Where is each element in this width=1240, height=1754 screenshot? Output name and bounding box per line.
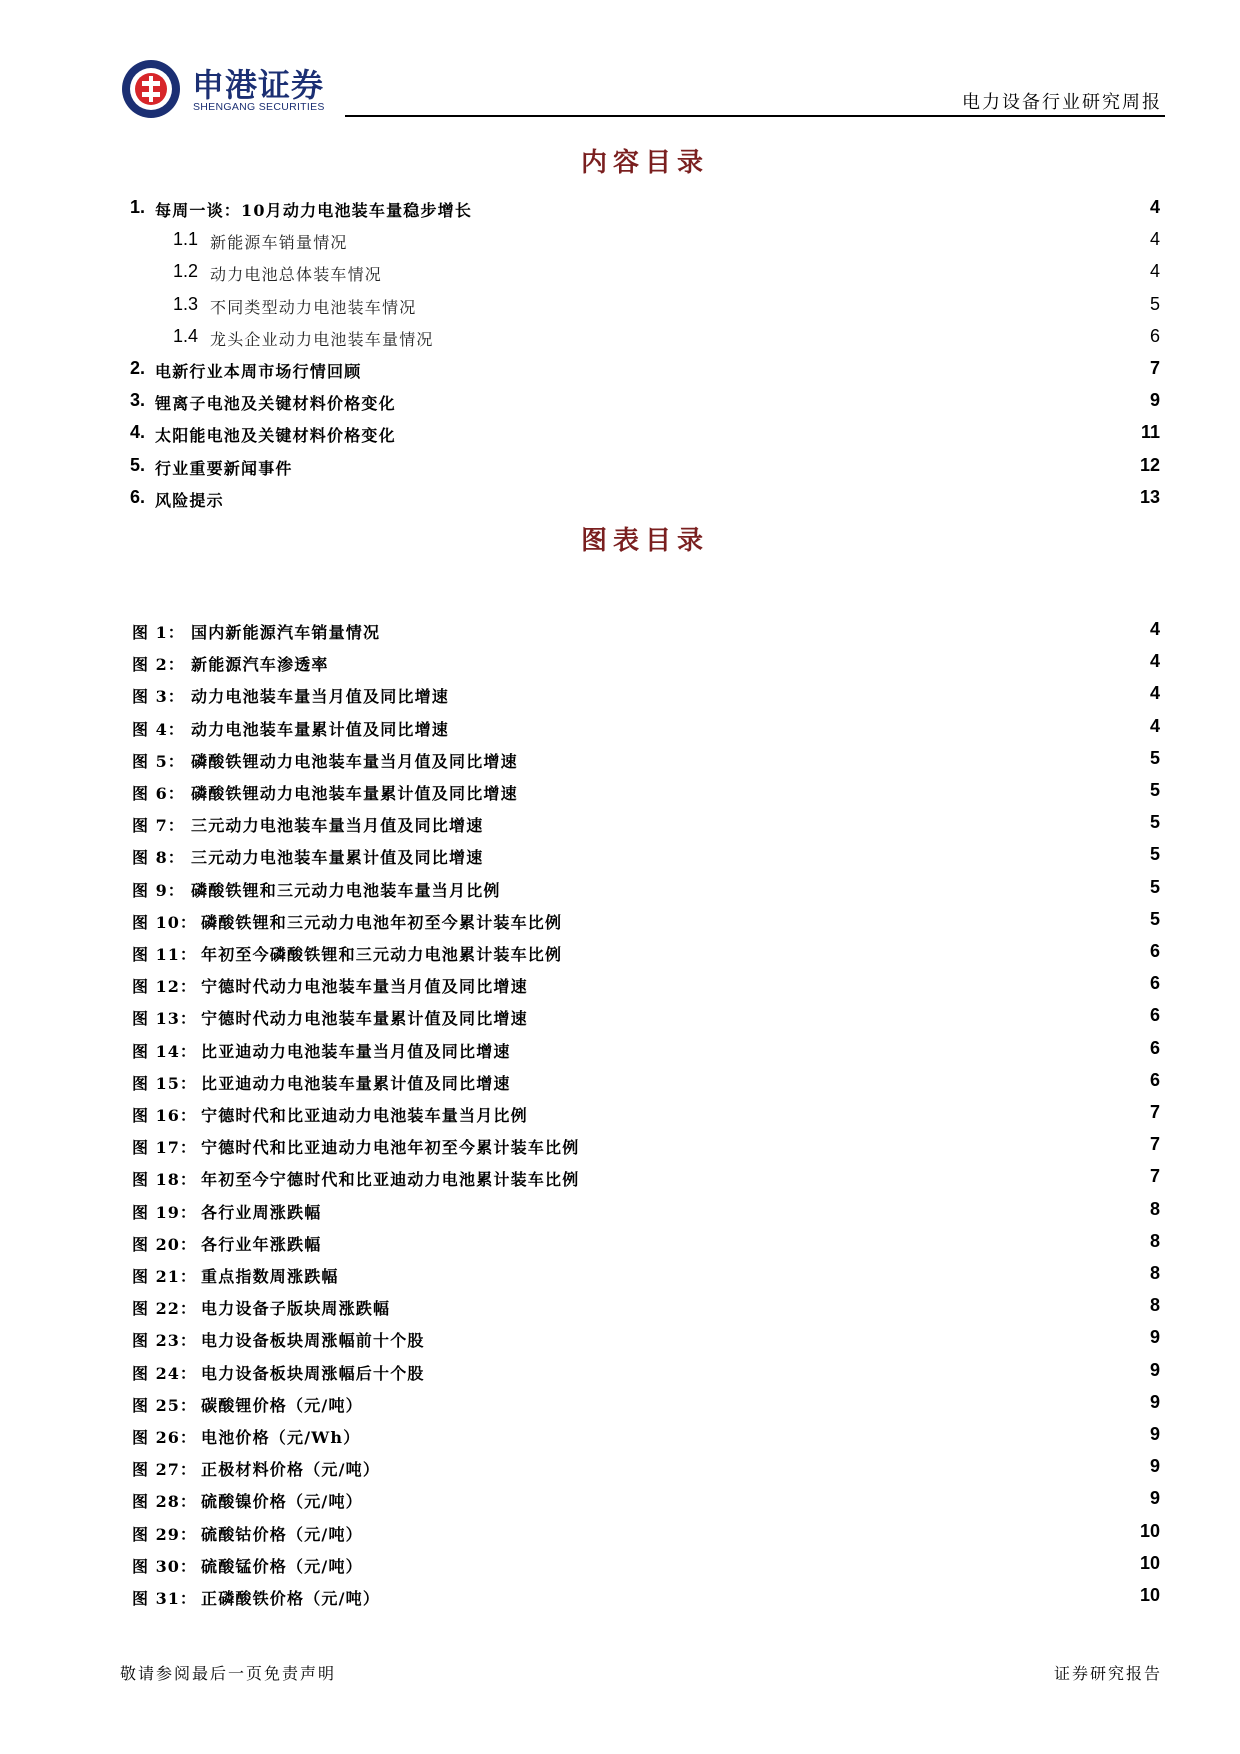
figure-number: 图 23： [132, 1331, 197, 1351]
figure-label: 硫酸锰价格（元/吨） [201, 1556, 363, 1576]
figure-number: 图 5： [132, 751, 185, 771]
figure-label: 电力设备子版块周涨跌幅 [201, 1299, 391, 1319]
figure-number: 图 15： [132, 1073, 197, 1093]
figure-page-number: 6 [1149, 1037, 1160, 1058]
toc-page-number: 7 [1149, 358, 1160, 378]
figure-label: 动力电池装车量累计值及同比增速 [191, 719, 450, 739]
figure-page-number: 10 [1139, 1585, 1160, 1605]
figure-label: 比亚迪动力电池装车量当月值及同比增速 [201, 1041, 511, 1061]
figure-page-number: 6 [1149, 1069, 1160, 1090]
figure-row[interactable] [0, 744, 1240, 774]
toc-row[interactable] [0, 483, 1240, 513]
toc-label: 行业重要新闻事件 [155, 458, 293, 478]
figure-label: 电力设备板块周涨幅前十个股 [201, 1331, 425, 1351]
figure-label: 各行业周涨跌幅 [201, 1202, 322, 1222]
figure-row[interactable] [0, 1291, 1240, 1321]
figure-number: 图 8： [132, 848, 185, 868]
figure-label: 重点指数周涨跌幅 [201, 1267, 339, 1286]
figure-page-number: 5 [1149, 876, 1160, 897]
figure-row[interactable] [0, 1388, 1240, 1418]
toc-row[interactable] [0, 290, 1240, 320]
figure-number: 图 12： [132, 977, 197, 997]
figure-row[interactable] [0, 1420, 1240, 1450]
figure-number: 图 6： [132, 784, 185, 803]
toc-row[interactable] [0, 354, 1240, 384]
toc-number: 1. [130, 197, 146, 217]
toc-page-number: 12 [1139, 454, 1160, 475]
toc-row[interactable] [0, 418, 1240, 448]
figure-row[interactable] [0, 905, 1240, 935]
figure-number: 图 3： [132, 687, 185, 707]
figure-label: 电力设备板块周涨幅后十个股 [201, 1363, 425, 1383]
figure-number: 图 14： [132, 1041, 197, 1061]
figure-row[interactable] [0, 1130, 1240, 1160]
figure-label: 硫酸钴价格（元/吨） [201, 1524, 363, 1544]
figure-page-number: 4 [1149, 715, 1160, 736]
figure-label: 比亚迪动力电池装车量累计值及同比增速 [201, 1073, 511, 1093]
figure-label: 年初至今磷酸铁锂和三元动力电池累计装车比例 [201, 945, 563, 964]
toc-row[interactable] [0, 225, 1240, 255]
figure-page-number: 8 [1149, 1263, 1160, 1283]
report-type: 电力设备行业研究周报 [962, 92, 1162, 113]
figure-number: 图 16： [132, 1106, 197, 1125]
figure-page-number: 8 [1149, 1198, 1160, 1219]
toc-label: 太阳能电池及关键材料价格变化 [155, 426, 396, 446]
toc-row[interactable] [0, 257, 1240, 287]
toc-page-number: 11 [1140, 422, 1160, 443]
figure-row[interactable] [0, 840, 1240, 870]
figure-page-number: 7 [1149, 1166, 1160, 1187]
figure-label: 磷酸铁锂动力电池装车量当月值及同比增速 [191, 751, 518, 771]
figure-number: 图 29： [132, 1524, 197, 1544]
figure-row[interactable] [0, 1259, 1240, 1289]
figure-row[interactable] [0, 1195, 1240, 1225]
figure-page-number: 9 [1149, 1391, 1160, 1412]
toc-page-number: 13 [1139, 486, 1160, 507]
figure-label: 硫酸镍价格（元/吨） [201, 1492, 363, 1512]
figure-number: 图 28： [132, 1492, 197, 1512]
figure-row[interactable] [0, 1581, 1240, 1611]
figure-label: 宁德时代动力电池装车量当月值及同比增速 [201, 977, 528, 997]
figure-page-number: 5 [1149, 780, 1160, 800]
figure-page-number: 9 [1149, 1327, 1160, 1348]
figure-page-number: 9 [1149, 1456, 1160, 1477]
toc-number: 2. [130, 358, 146, 378]
figure-number: 图 2： [132, 655, 185, 675]
figure-number: 图 20： [132, 1234, 197, 1254]
brand-subtitle: SHENGANG SECURITIES [193, 101, 325, 113]
figure-page-number: 10 [1139, 1552, 1160, 1573]
figure-number: 图 7： [132, 816, 185, 836]
figure-page-number: 4 [1149, 619, 1160, 639]
toc-row[interactable] [0, 451, 1240, 481]
figure-label: 新能源汽车渗透率 [191, 655, 329, 675]
figure-page-number: 6 [1149, 941, 1160, 961]
toc-page-number: 9 [1149, 390, 1160, 411]
figure-label: 动力电池装车量当月值及同比增速 [191, 687, 450, 707]
figure-number: 图 13： [132, 1009, 197, 1029]
toc-number: 6. [130, 486, 146, 507]
brand-name: 申港证券 [192, 66, 325, 104]
toc-label: 风险提示 [155, 490, 224, 510]
figure-row[interactable] [0, 1452, 1240, 1482]
toc-page-number: 4 [1149, 229, 1160, 250]
toc-number: 4. [130, 422, 146, 443]
toc-number: 1.1 [173, 229, 199, 250]
figure-page-number: 5 [1149, 812, 1160, 833]
figure-number: 图 22： [132, 1299, 197, 1319]
toc-row[interactable] [0, 386, 1240, 416]
figure-label: 磷酸铁锂动力电池装车量累计值及同比增速 [191, 784, 518, 803]
figure-row[interactable] [0, 1517, 1240, 1547]
toc-page-number: 4 [1149, 197, 1160, 217]
toc-label: 不同类型动力电池装车情况 [210, 297, 417, 317]
figure-page-number: 7 [1149, 1102, 1160, 1122]
toc-row[interactable] [0, 193, 1240, 223]
toc-number: 1.3 [173, 293, 199, 314]
page-header [0, 0, 1240, 120]
toc-label: 锂离子电池及关键材料价格变化 [155, 394, 396, 414]
figure-number: 图 19： [132, 1202, 197, 1222]
figure-row[interactable] [0, 1098, 1240, 1128]
figure-row[interactable] [0, 1034, 1240, 1064]
figure-number: 图 17： [132, 1138, 197, 1158]
figure-label: 三元动力电池装车量当月值及同比增速 [191, 816, 484, 836]
toc-number: 1.2 [173, 261, 199, 282]
figure-row[interactable] [0, 679, 1240, 709]
shengang-logo-icon [120, 58, 182, 120]
toc-number: 3. [130, 390, 146, 411]
figure-number: 图 26： [132, 1428, 197, 1447]
figure-page-number: 8 [1149, 1230, 1160, 1251]
toc-number: 1.4 [173, 325, 199, 346]
figure-label: 电池价格（元/Wh） [201, 1428, 361, 1447]
figure-label: 正磷酸铁价格（元/吨） [201, 1589, 381, 1608]
toc-label: 电新行业本周市场行情回顾 [155, 362, 362, 381]
figure-row[interactable] [0, 1323, 1240, 1353]
figure-number: 图 24： [132, 1363, 197, 1383]
figure-number: 图 11： [132, 945, 197, 964]
figure-label: 年初至今宁德时代和比亚迪动力电池累计装车比例 [201, 1170, 580, 1190]
figure-page-number: 8 [1149, 1295, 1160, 1316]
figure-row[interactable] [0, 615, 1240, 645]
toc-page-number: 4 [1149, 261, 1160, 282]
figure-row[interactable] [0, 1227, 1240, 1257]
figure-page-number: 7 [1149, 1134, 1160, 1155]
figure-page-number: 6 [1149, 1005, 1160, 1026]
toc-number: 5. [130, 454, 146, 475]
toc-label: 龙头企业动力电池装车量情况 [210, 329, 434, 349]
figure-label: 三元动力电池装车量累计值及同比增速 [191, 848, 484, 868]
figure-row[interactable] [0, 1356, 1240, 1386]
figure-label: 各行业年涨跌幅 [201, 1234, 322, 1254]
figure-row[interactable] [0, 1549, 1240, 1579]
figure-row[interactable] [0, 712, 1240, 742]
figure-row[interactable] [0, 1484, 1240, 1514]
figure-page-number: 5 [1149, 747, 1160, 768]
toc-title: 内容目录 [580, 148, 709, 178]
figure-number: 图 10： [132, 912, 197, 932]
figure-label: 正极材料价格（元/吨） [201, 1460, 381, 1480]
figure-label: 磷酸铁锂和三元动力电池年初至今累计装车比例 [201, 912, 563, 932]
footer-disclaimer: 敬请参阅最后一页免责声明 [120, 1664, 337, 1683]
figure-row[interactable] [0, 1066, 1240, 1096]
figure-page-number: 9 [1149, 1359, 1160, 1380]
figure-page-number: 5 [1149, 908, 1160, 929]
toc-page-number: 6 [1149, 325, 1160, 346]
figure-row[interactable] [0, 873, 1240, 903]
figure-number: 图 18： [132, 1170, 197, 1190]
figure-label: 磷酸铁锂和三元动力电池装车量当月比例 [191, 880, 501, 900]
figure-row[interactable] [0, 1001, 1240, 1031]
figure-number: 图 30： [132, 1556, 197, 1576]
figure-label: 宁德时代动力电池装车量累计值及同比增速 [201, 1009, 528, 1029]
figure-number: 图 21： [132, 1267, 197, 1286]
toc-label: 新能源车销量情况 [210, 233, 348, 253]
toc-label: 动力电池总体装车情况 [210, 265, 383, 285]
figure-row[interactable] [0, 808, 1240, 838]
figure-number: 图 1： [132, 623, 185, 642]
figure-list-title: 图表目录 [580, 526, 709, 556]
figure-number: 图 31： [132, 1589, 197, 1608]
figure-page-number: 5 [1149, 844, 1160, 865]
figure-number: 图 4： [132, 719, 185, 739]
figure-row[interactable] [0, 1162, 1240, 1192]
figure-page-number: 9 [1149, 1424, 1160, 1444]
toc-row[interactable] [0, 322, 1240, 352]
toc-page-number: 5 [1149, 293, 1160, 314]
figure-row[interactable] [0, 776, 1240, 806]
figure-number: 图 27： [132, 1460, 197, 1480]
figure-label: 宁德时代和比亚迪动力电池年初至今累计装车比例 [201, 1138, 580, 1158]
figure-page-number: 4 [1149, 683, 1160, 704]
figure-number: 图 9： [132, 880, 185, 900]
figure-row[interactable] [0, 937, 1240, 967]
figure-page-number: 6 [1149, 973, 1160, 994]
footer-report-label: 证券研究报告 [1053, 1664, 1162, 1683]
figure-label: 宁德时代和比亚迪动力电池装车量当月比例 [201, 1106, 528, 1125]
figure-number: 图 25： [132, 1395, 197, 1415]
header-divider [345, 115, 1165, 117]
figure-page-number: 9 [1149, 1488, 1160, 1509]
toc-label: 每周一谈：10月动力电池装车量稳步增长 [155, 201, 473, 220]
figure-row[interactable] [0, 969, 1240, 999]
figure-label: 碳酸锂价格（元/吨） [201, 1395, 363, 1415]
figure-row[interactable] [0, 647, 1240, 677]
figure-label: 国内新能源汽车销量情况 [191, 623, 381, 642]
figure-page-number: 10 [1139, 1520, 1160, 1541]
figure-page-number: 4 [1149, 651, 1160, 672]
